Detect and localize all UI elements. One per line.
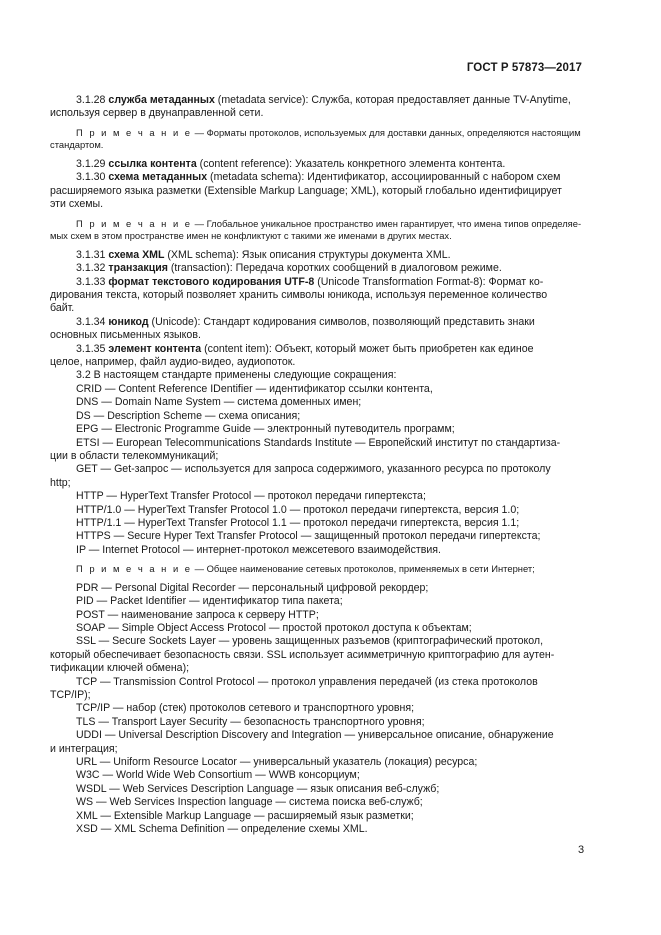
abbreviation-item: POST — наименование запроса к серверу HTTP;	[76, 608, 319, 621]
abbreviation-item: TLS — Transport Layer Security — безопасность транспортного уровня;	[76, 715, 425, 728]
definition-continuation: дирования текста, который позволяет хранить символы юникода, используя переменное количество	[50, 289, 548, 302]
definition-3-1-35: 3.1.35 элемент контента (content item): Объект, который может быть приобретен как единое целое, например, файл аудио-видео, аудиопоток.	[76, 343, 584, 370]
abbreviation-item: SOAP — Simple Object Access Protocol — простой протокол доступа к объектам;	[76, 621, 472, 634]
abbreviation-item: URL — Uniform Resource Locator — универсальный указатель (локация) ресурса;	[76, 756, 478, 769]
note-continuation: стандартом.	[50, 139, 104, 151]
note-continuation: мых схем в этом пространстве имен не конфликтуют с такими же именами в других местах.	[50, 230, 452, 242]
definition-line: 3.1.28 служба метаданных (metadata service): Служба, которая предоставляет данные TV-Anytime,	[76, 94, 571, 106]
abbreviation-item: WS — Web Services Inspection language — система поиска веб-служб;	[76, 796, 423, 809]
abbreviation-item: ETSI — European Telecommunications Standards Institute — Европейский институт по стандартиза- ции в области телекоммуникаций;	[50, 436, 561, 462]
definition-3-1-32: 3.1.32 транзакция (transaction): Передача коротких сообщений в диалоговом режиме.	[76, 262, 502, 275]
defined-term: элемент контента	[108, 342, 202, 355]
definition-continuation: основных письменных языков.	[50, 329, 201, 342]
abbreviation-item: SSL — Secure Sockets Layer — уровень защищенных разъемов (криптографический протокол, который обеспечивает безопасность связи. SSL использует асимметричную криптографию для аутен- тификации ключей обмена);	[50, 635, 555, 675]
abbreviation-item: WSDL — Web Services Description Language — язык описания веб-служб;	[76, 782, 440, 795]
abbreviation-item: HTTP — HyperText Transfer Protocol — протокол передачи гипертекста;	[76, 490, 426, 503]
abbreviation-item: HTTP/1.0 — HyperText Transfer Protocol 1.0 — протокол передачи гипертекста, версия 1.0;	[76, 503, 520, 516]
abbreviation-item: PDR — Personal Digital Recorder — персональный цифровой рекордер;	[76, 581, 429, 594]
abbreviation-item: HTTP/1.1 — HyperText Transfer Protocol 1.1 — протокол передачи гипертекста, версия 1.1;	[76, 516, 520, 529]
abbreviation-item: CRID — Content Reference IDentifier — идентификатор ссылки контента,	[76, 382, 433, 395]
definition-continuation: байт.	[50, 302, 75, 315]
abbreviation-item: DS — Description Scheme — схема описания;	[76, 409, 301, 422]
abbreviation-item: IP — Internet Protocol — интернет-протокол межсетевого взаимодействия.	[76, 543, 441, 556]
defined-term: схема метаданных	[108, 171, 208, 184]
note-label: П р и м е ч а н и е	[76, 563, 193, 575]
note-2: П р и м е ч а н и е — Глобальное уникальное пространство имен гарантирует, что имена типов определяе- мых схем в этом пространстве имен не конфликтуют с такими же именами в других местах.	[76, 218, 584, 243]
definition-continuation: эти схемы.	[50, 198, 104, 211]
definition-3-1-30: 3.1.30 схема метаданных (metadata schema): Идентификатор, ассоциированный с набором схем расширяемого языка разметки (Extensible Markup Language; XML), который глобально идентифицирует эти схемы.	[76, 171, 584, 211]
defined-term: схема XML	[108, 248, 165, 261]
abbreviation-item: XML — Extensible Markup Language — расширяемый язык разметки;	[76, 809, 414, 822]
note-label: П р и м е ч а н и е	[76, 126, 193, 138]
abbreviations-list	[50, 382, 584, 837]
abbreviation-item: HTTPS — Secure Hyper Text Transfer Protocol — защищенный протокол передачи гипертекста;	[76, 530, 541, 543]
defined-term: ссылка контента	[108, 158, 197, 170]
definition-3-1-34: 3.1.34 юникод (Unicode): Стандарт кодирования символов, позволяющий представить знаки основных письменных языков.	[76, 316, 584, 343]
definition-continuation: расширяемого языка разметки (Extensible Markup Language; XML), который глобально идентифицирует	[50, 184, 562, 197]
note-label: П р и м е ч а н и е	[76, 217, 193, 229]
page-content	[50, 94, 584, 836]
note-1: П р и м е ч а н и е — Форматы протоколов, используемых для доставки данных, определяются настоящим стандартом.	[76, 127, 584, 152]
defined-term: служба метаданных	[108, 94, 215, 106]
definition-3-1-29: 3.1.29 ссылка контента (content reference): Указатель конкретного элемента контента.	[76, 158, 506, 170]
abbreviation-item: W3C — World Wide Web Consortium — WWB консорциум;	[76, 769, 360, 782]
abbreviation-item: TCP — Transmission Control Protocol — протокол управления передачей (из стека протоколов TCP/IP);	[50, 675, 538, 701]
abbreviation-item: DNS — Domain Name System — система доменных имен;	[76, 396, 362, 409]
standard-header: ГОСТ Р 57873—2017	[466, 62, 582, 74]
defined-term: юникод	[108, 315, 149, 328]
definition-3-1-33: 3.1.33 формат текстового кодирования UTF-8 (Unicode Transformation Format-8): Формат ко- дирования текста, который позволяет хранить символы юникода, используя переменное количество байт.	[76, 276, 584, 316]
note-3: П р и м е ч а н и е — Общее наименование сетевых протоколов, применяемых в сети Интернет;	[76, 563, 535, 575]
definition-3-1-31: 3.1.31 схема XML (XML schema): Язык описания структуры документа XML.	[76, 248, 451, 261]
abbreviation-item: XSD — XML Schema Definition — определение схемы XML.	[76, 823, 368, 836]
definition-3-1-28	[50, 94, 584, 121]
definition-continuation: используя сервер в двунаправленной сети.	[50, 107, 264, 120]
abbreviation-item: EPG — Electronic Programme Guide — электронный путеводитель программ;	[76, 423, 455, 436]
abbreviation-item: TCP/IP — набор (стек) протоколов сетевого и транспортного уровня;	[76, 702, 415, 715]
abbreviations-intro: 3.2 В настоящем стандарте применены следующие сокращения:	[76, 369, 397, 382]
abbreviation-item: PID — Packet Identifier — идентификатор типа пакета;	[76, 595, 343, 608]
page-number: 3	[578, 844, 585, 856]
abbreviation-item: UDDI — Universal Description Discovery and Integration — универсальное описание, обнаружение и интеграция;	[50, 729, 554, 755]
definition-continuation: целое, например, файл аудио-видео, аудиопоток.	[50, 356, 296, 369]
defined-term: транзакция	[108, 262, 168, 275]
defined-term: формат текстового кодирования UTF-8	[108, 275, 315, 288]
abbreviation-item: GET — Get-запрос — используется для запроса содержимого, указанного ресурса по протоколу http;	[50, 463, 551, 489]
